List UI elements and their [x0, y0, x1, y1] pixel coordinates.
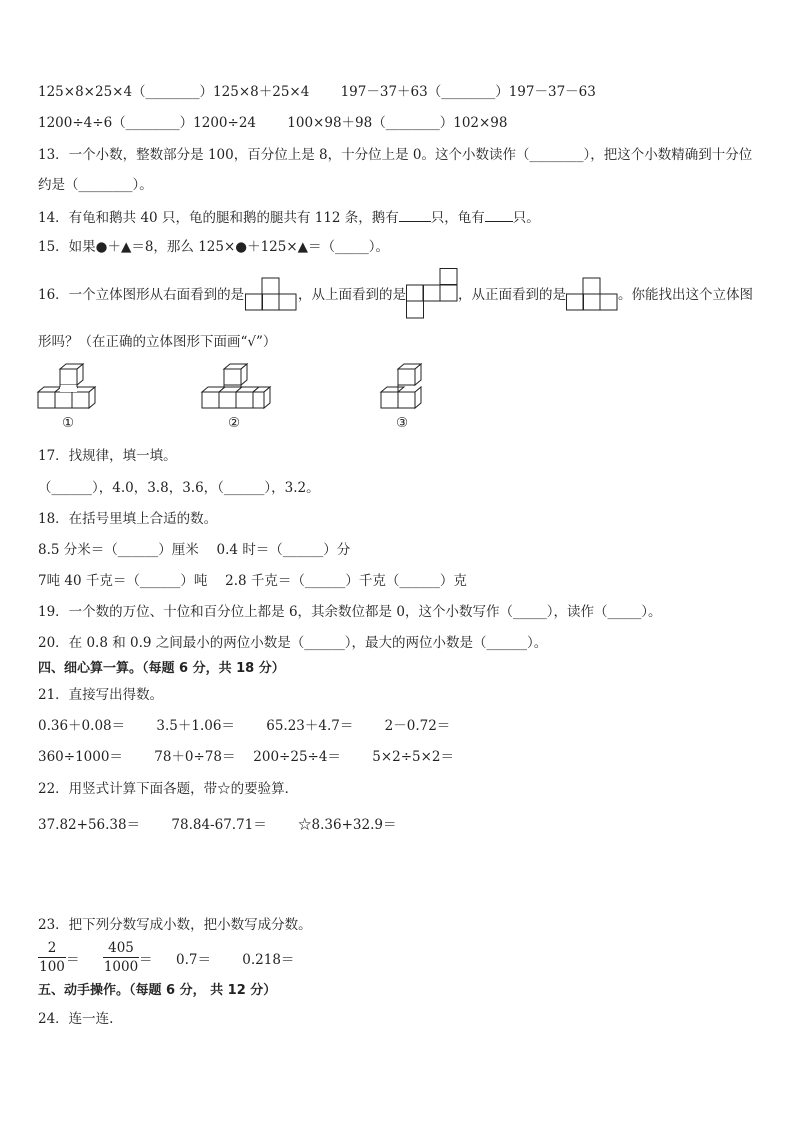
fraction-numerator: 2 [47, 940, 57, 956]
option-1-label: ① [62, 415, 75, 431]
question-22: 22．用竖式计算下面各题，带☆的要验算． [38, 781, 299, 797]
top-view-figure [406, 268, 458, 319]
question-23-decimals: 0.7＝ 0.218＝ [176, 952, 295, 968]
question-14 [38, 207, 540, 227]
fraction-denominator: 100 [39, 959, 65, 975]
question-14-text-a: 14．有龟和鹅共 40 只，龟的腿和鹅的腿共有 112 条，鹅有 [38, 210, 399, 226]
option-3-label: ③ [396, 415, 409, 431]
solid-figure-option-1[interactable] [36, 363, 106, 411]
option-2-label: ② [228, 415, 241, 431]
question-24: 24．连一连. [38, 1011, 114, 1027]
question-14-text-c: 只。 [512, 210, 540, 226]
compare-line-2: 1200÷4÷6（________）1200÷24 100×98＋98（________）102×98 [38, 115, 508, 131]
fraction-405-over-1000 [103, 940, 139, 975]
solid-figure-option-3[interactable] [378, 363, 428, 411]
right-view-figure [245, 277, 297, 311]
question-13-line-2: 约是（________）。 [38, 177, 153, 193]
answer-blank[interactable] [485, 207, 513, 222]
question-21: 21．直接写出得数。 [38, 687, 164, 703]
question-14-text-b: 只，龟有 [430, 210, 485, 226]
question-16-text-d: 。你能找出这个立体图 [618, 287, 753, 303]
equals-sign: ＝ [139, 952, 153, 968]
question-16-text-c: ，从正面看到的是 [458, 287, 566, 303]
question-21-line-1: 0.36＋0.08＝ 3.5＋1.06＝ 65.23＋4.7＝ 2－0.72＝ [38, 718, 451, 734]
question-18-line-1: 8.5 分米＝（______）厘米 0.4 时＝（______）分 [38, 542, 351, 558]
question-23: 23．把下列分数写成小数，把小数写成分数。 [38, 917, 312, 933]
fraction-numerator: 405 [108, 940, 134, 956]
fraction-2-over-100 [38, 940, 66, 975]
question-20: 20．在 0.8 和 0.9 之间最小的两位小数是（______），最大的两位小数是（______）。 [38, 635, 548, 651]
question-18: 18．在括号里填上合适的数。 [38, 511, 218, 527]
question-17-sequence: （______），4.0，3.8，3.6，（______），3.2。 [38, 480, 320, 496]
solid-figure-option-2[interactable] [200, 363, 275, 411]
question-13-line-1: 13．一个小数，整数部分是 100，百分位上是 8，十分位上是 0。这个小数读作（________），把这个小数精确到十分位 [38, 147, 753, 163]
fraction-bar [38, 957, 66, 958]
question-19: 19．一个数的万位、十位和百分位上都是 6，其余数位都是 0，这个小数写作（_____），读作（_____）。 [38, 604, 662, 620]
answer-blank[interactable] [399, 207, 431, 222]
question-16-text-b: ，从上面看到的是 [298, 287, 406, 303]
fraction-bar [103, 957, 139, 958]
question-17: 17．找规律，填一填。 [38, 448, 177, 464]
section-5-heading: 五、动手操作。（每题 6 分， 共 12 分） [38, 983, 277, 998]
question-18-line-2: 7吨 40 千克＝（______）吨 2.8 千克＝（______）千克（______）克 [38, 573, 467, 589]
question-16-text-a: 16．一个立体图形从右面看到的是 [38, 287, 245, 303]
question-21-line-2: 360÷1000＝ 78＋0÷78＝ 200÷25÷4＝ 5×2÷5×2＝ [38, 749, 455, 765]
question-15: 15．如果●＋▲＝8，那么 125×●＋125×▲＝（_____）。 [38, 239, 390, 255]
question-16-line-2: 形吗？（在正确的立体图形下面画“√”） [38, 334, 277, 350]
front-view-figure [566, 277, 618, 311]
section-4-heading: 四、细心算一算。（每题 6 分，共 18 分） [38, 661, 285, 676]
compare-line-1: 125×8×25×4（________）125×8＋25×4 197－37＋63（________）197－37－63 [38, 84, 596, 100]
equals-sign: ＝ [66, 952, 80, 968]
question-22-line-1: 37.82+56.38＝ 78.84-67.71＝ ☆8.36+32.9＝ [38, 817, 397, 833]
fraction-denominator: 1000 [103, 959, 139, 975]
